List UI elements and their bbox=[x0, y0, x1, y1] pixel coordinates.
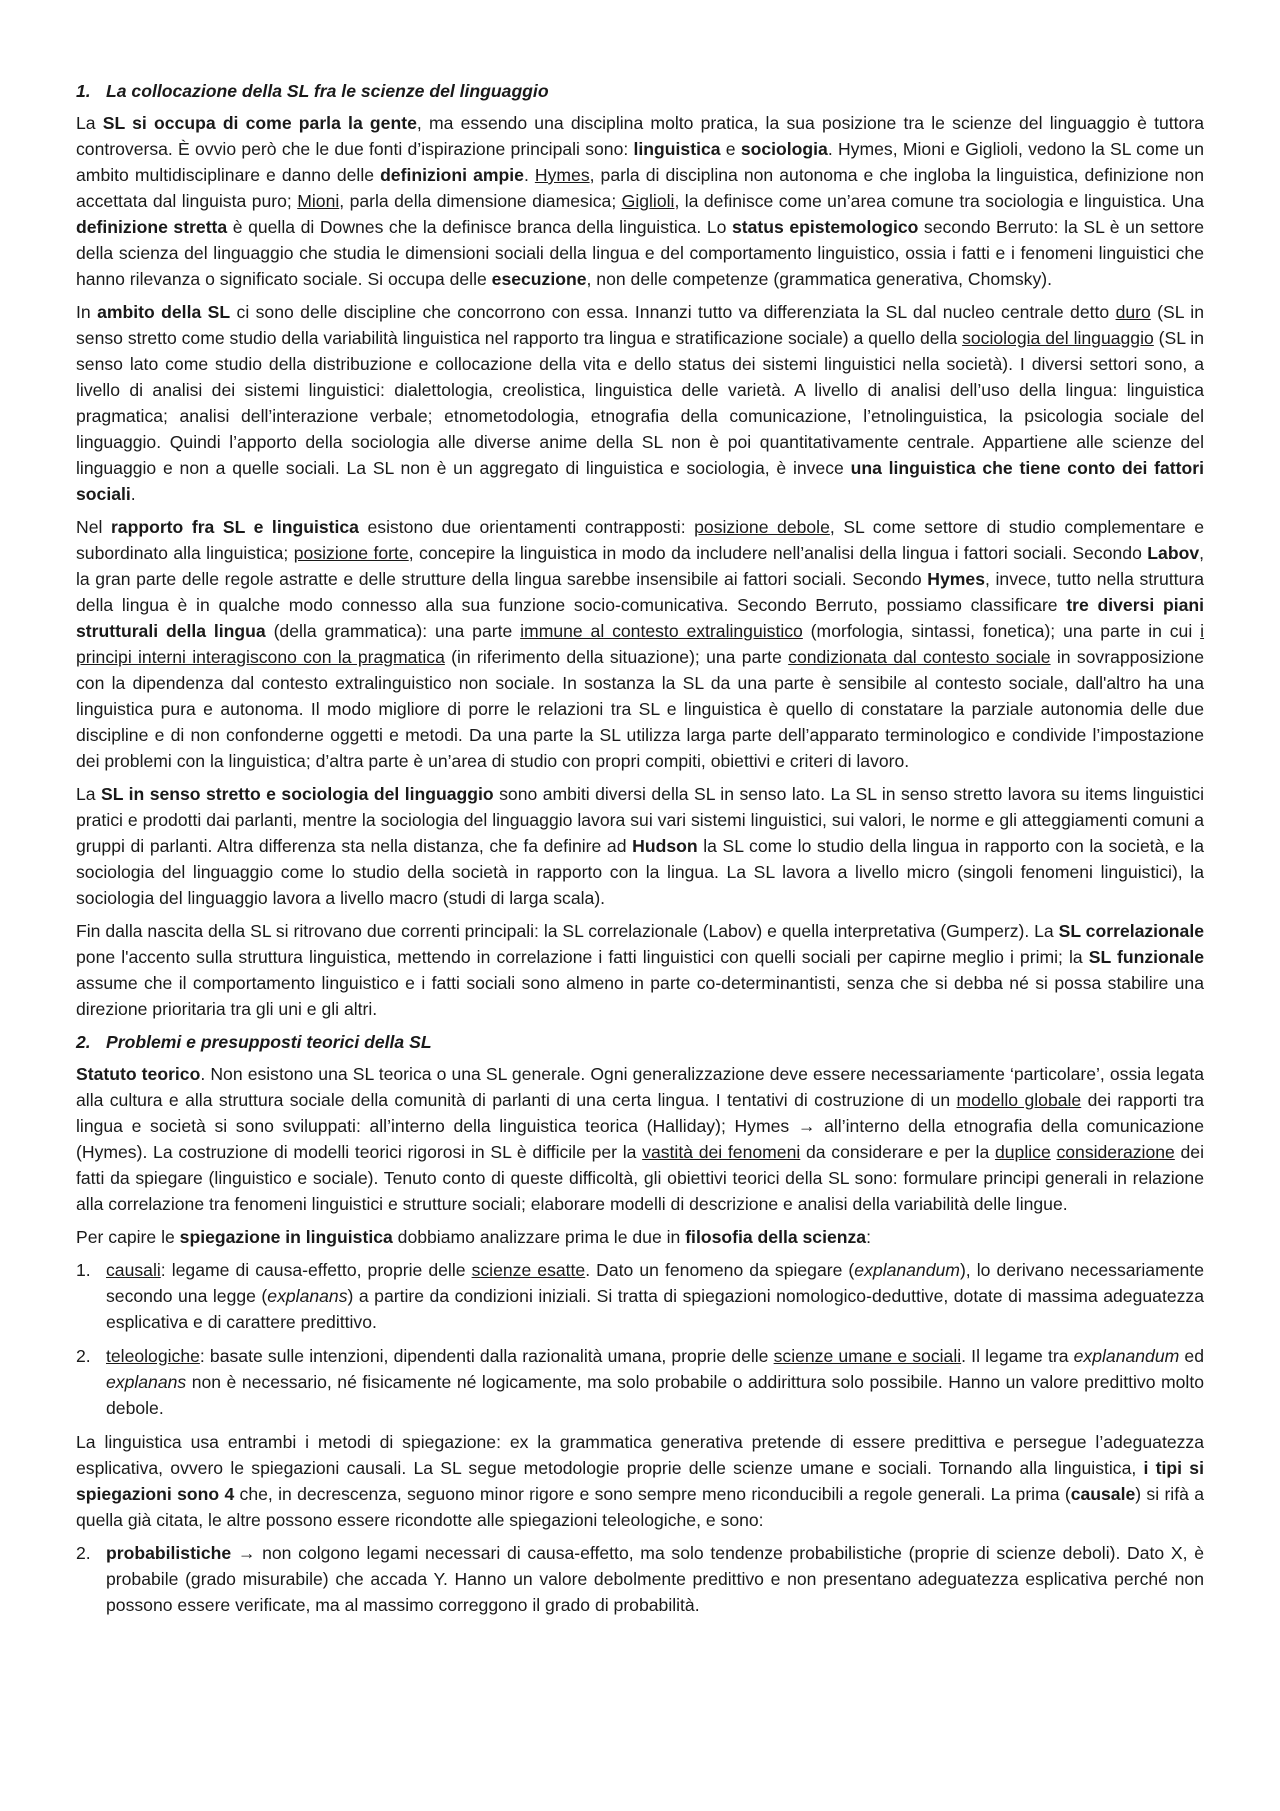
text-run: che, in decrescenza, seguono minor rigore e sono sempre meno riconducibili a regole generali. La prima ( bbox=[234, 1484, 1071, 1504]
text-run: , la gran parte delle regole astratte e delle strutture della lingua sarebbe insensibile ai fattori sociali. Secondo bbox=[76, 543, 1204, 589]
text-run: SL correlazionale bbox=[1058, 921, 1205, 941]
text-run: . Il legame tra bbox=[961, 1346, 1074, 1366]
text-run: da considerare e per la bbox=[800, 1142, 995, 1162]
paragraph bbox=[76, 110, 1204, 292]
text-run: non è necessario, né fisicamente né logicamente, ma solo probabile o addirittura solo possibile. Hanno un valore predittivo molto debole. bbox=[106, 1372, 1204, 1418]
text-run: status epistemologico bbox=[731, 217, 919, 237]
list-item-number: 2. bbox=[76, 1346, 91, 1366]
text-run: duro bbox=[1115, 302, 1151, 322]
text-run: , invece, tutto nella struttura della lingua è in qualche modo connesso alla sua funzione socio-comunicativa. Secondo Berruto, possiamo classificare bbox=[76, 569, 1205, 615]
list-item-text bbox=[106, 1257, 1204, 1335]
text-run: è quella di Downes che la definisce branca della linguistica. Lo bbox=[227, 217, 732, 237]
text-run: i principi interni interagiscono con la pragmatica bbox=[76, 621, 1205, 667]
text-run: , parla di disciplina non autonoma e che ingloba la linguistica, definizione non accettata dal linguista puro; bbox=[76, 165, 1205, 211]
list-item-number: 1. bbox=[76, 1260, 91, 1280]
text-run: explanans bbox=[106, 1372, 187, 1392]
paragraph bbox=[76, 918, 1204, 1022]
text-run: definizioni ampie bbox=[380, 165, 524, 185]
text-run: : bbox=[866, 1227, 871, 1247]
text-run: SL si occupa di come parla la gente bbox=[102, 113, 417, 133]
list-item-text bbox=[106, 1540, 1204, 1618]
text-run: considerazione bbox=[1056, 1142, 1175, 1162]
text-run: Nel bbox=[76, 517, 111, 537]
section-heading bbox=[76, 1029, 1204, 1055]
text-run: spiegazione in linguistica bbox=[179, 1227, 393, 1247]
paragraph bbox=[76, 1061, 1204, 1217]
text-run: : legame di causa-effetto, proprie delle bbox=[160, 1260, 472, 1280]
text-run: . Non esistono una SL teorica o una SL generale. Ogni generalizzazione deve essere necessariamente ‘particolare’, ossia legata alla cultura e alla struttura sociale della comunità di parlanti di una certa lingua. I tentativi di costruzione di un bbox=[76, 1064, 1204, 1110]
text-run: la SL come lo studio della lingua in rapporto con la società, e la sociologia del linguaggio come lo studio della società in rapporto con la lingua. La SL lavora a livello micro (singoli fenomeni linguistici), la sociologia del linguaggio lavora a livello macro (studi di larga scala). bbox=[76, 836, 1204, 908]
text-run: → non colgono legami necessari di causa-effetto, ma solo tendenze probabilistiche (proprie di scienze deboli). Dato X, è probabile (grado misurabile) che accada Y. Hanno un valore debolmente predittivo e non presentano adeguatezza esplicativa perché non possono essere verificate, ma al massimo correggono il grado di probabilità. bbox=[106, 1543, 1204, 1615]
text-run: . bbox=[523, 165, 535, 185]
section-number: 2. bbox=[76, 1032, 91, 1052]
text-run: sociologia del linguaggio bbox=[962, 328, 1154, 348]
text-run: esecuzione bbox=[491, 269, 587, 289]
text-run: esistono due orientamenti contrapposti: bbox=[358, 517, 695, 537]
paragraph bbox=[76, 299, 1204, 507]
text-run: i tipi si spiegazioni sono 4 bbox=[76, 1458, 1204, 1504]
text-run: una linguistica che tiene conto dei fattori sociali bbox=[76, 458, 1204, 504]
section-title: La collocazione della SL fra le scienze del linguaggio bbox=[106, 81, 549, 101]
text-run: Giglioli bbox=[621, 191, 675, 211]
list-item bbox=[76, 1540, 1204, 1618]
numbered-list bbox=[76, 1257, 1204, 1421]
text-run: rapporto fra SL e linguistica bbox=[110, 517, 359, 537]
text-run: ed bbox=[1179, 1346, 1204, 1366]
text-run: La bbox=[76, 113, 103, 133]
text-run: assume che il comportamento linguistico e i fatti sociali sono almeno in parte co-determinantisti, senza che si debba né si possa stabilire una direzione prioritaria tra gli uni e gli altri. bbox=[76, 973, 1204, 1019]
text-run: definizione stretta bbox=[76, 217, 228, 237]
paragraph bbox=[76, 781, 1204, 911]
text-run: ci sono delle discipline che concorrono con essa. Innanzi tutto va differenziata la SL dal nucleo centrale detto bbox=[230, 302, 1116, 322]
text-run: posizione forte bbox=[293, 543, 409, 563]
text-run: filosofia della scienza bbox=[685, 1227, 867, 1247]
text-run: vastità dei fenomeni bbox=[642, 1142, 801, 1162]
text-run: La bbox=[76, 784, 102, 804]
text-run: (morfologia, sintassi, fonetica); una parte in cui bbox=[802, 621, 1201, 641]
text-run: SL in senso stretto e sociologia del linguaggio bbox=[101, 784, 494, 804]
text-run: in sovrapposizione con la dipendenza dal contesto extralinguistico non sociale. In sostanza la SL da una parte è sensibile al contesto sociale, dall'altro ha una linguistica pura e autonoma. Il modo migliore di porre le relazioni tra SL e linguistica è quello di constatare la parziale autonomia delle due discipline e di non confonderne oggetti e metodi. Da una parte la SL utilizza larga parte dell’apparato terminologico e condivide l’impostazione dei problemi con la linguistica; d’altra parte è un’area di studio con propri compiti, obiettivi e criteri di lavoro. bbox=[76, 647, 1204, 771]
text-run: scienze umane e sociali bbox=[773, 1346, 962, 1366]
text-run: Per capire le bbox=[76, 1227, 180, 1247]
list-item-number: 2. bbox=[76, 1543, 91, 1563]
section-title: Problemi e presupposti teorici della SL bbox=[106, 1032, 432, 1052]
text-run: , parla della dimensione diamesica; bbox=[339, 191, 622, 211]
text-run: SL funzionale bbox=[1088, 947, 1204, 967]
text-run: e bbox=[720, 139, 741, 159]
text-run: duplice bbox=[994, 1142, 1051, 1162]
text-run: Statuto teorico bbox=[76, 1064, 201, 1084]
text-run: ) si rifà a quella già citata, le altre possono essere ricondotte alle spiegazioni teleologiche, e sono: bbox=[76, 1484, 1204, 1530]
text-run: explanandum bbox=[1073, 1346, 1180, 1366]
text-run: . bbox=[130, 484, 136, 504]
text-run: (SL in senso stretto come studio della variabilità linguistica nel rapporto tra lingua e stratificazione sociale) a quello della bbox=[76, 302, 1204, 348]
list-item bbox=[76, 1257, 1204, 1335]
text-run: Hymes bbox=[534, 165, 590, 185]
text-run: Hudson bbox=[632, 836, 698, 856]
text-run: dei fatti da spiegare (linguistico e sociale). Tenuto conto di queste difficoltà, gli obiettivi teorici della SL sono: formulare principi generali in relazione alla correlazione tra fenomeni linguistici e strutture sociali; elaborare modelli di descrizione e analisi della variabilità delle lingue. bbox=[76, 1142, 1205, 1214]
text-run: probabilistiche bbox=[106, 1543, 232, 1563]
text-run: ambito della SL bbox=[97, 302, 231, 322]
text-run: La linguistica usa entrambi i metodi di spiegazione: ex la grammatica generativa pretende di essere predittiva e persegue l’adeguatezza esplicativa, ovvero le spiegazioni causali. La SL segue metodologie proprie delle scienze umane e sociali. Tornando alla linguistica, bbox=[76, 1432, 1204, 1478]
text-run: (SL in senso lato come studio della distribuzione e collocazione della vita e dello status dei sistemi linguistici nella società). I diversi settori sono, a livello di analisi dei sistemi linguistici: dialettologia, creolistica, linguistica delle varietà. A livello di analisi dell’uso della lingua: linguistica pragmatica; analisi dell’interazione verbale; etnometodologia, etnografia della comunicazione, l’etnolinguistica, la psicologia sociale del linguaggio. Quindi l’apporto della sociologia alle diverse anime della SL non è poi quantitativamente centrale. Appartiene alle scienze del linguaggio e non a quelle sociali. La SL non è un aggregato di linguistica e sociologia, è invece bbox=[76, 328, 1204, 478]
list-item bbox=[76, 1343, 1204, 1421]
text-run: teleologiche bbox=[106, 1346, 200, 1366]
text-run: Labov bbox=[1147, 543, 1200, 563]
text-run: ), lo derivano necessariamente secondo una legge ( bbox=[106, 1260, 1204, 1306]
text-run: dobbiamo analizzare prima le due in bbox=[392, 1227, 686, 1247]
text-run: pone l'accento sulla struttura linguistica, mettendo in correlazione i fatti linguistici con quelli sociali per capirne meglio i primi; la bbox=[76, 947, 1089, 967]
text-run: . Hymes, Mioni e Giglioli, vedono la SL come un ambito multidisciplinare e danno delle bbox=[76, 139, 1204, 185]
paragraph bbox=[76, 1429, 1204, 1533]
text-run: (della grammatica): una parte bbox=[265, 621, 521, 641]
text-run: dei rapporti tra lingua e società si sono sviluppati: all’interno della linguistica teorica (Halliday); Hymes → all’interno della etnografia della comunicazione (Hymes). La costruzione di modelli teorici rigorosi in SL è difficile per la bbox=[76, 1090, 1204, 1162]
text-run: In bbox=[76, 302, 98, 322]
text-run: ) a partire da condizioni iniziali. Si tratta di spiegazioni nomologico-deduttive, dotate di massima adeguatezza esplicativa e di carattere predittivo. bbox=[106, 1286, 1205, 1332]
text-run: immune al contesto extralinguistico bbox=[520, 621, 803, 641]
section-heading bbox=[76, 78, 1204, 104]
text-run: condizionata dal contesto sociale bbox=[788, 647, 1051, 667]
text-run: explanandum bbox=[854, 1260, 960, 1280]
paragraph bbox=[76, 1224, 1204, 1250]
list-item-text bbox=[106, 1343, 1204, 1421]
text-run: , concepire la linguistica in modo da includere nell’analisi della lingua i fattori sociali. Secondo bbox=[408, 543, 1148, 563]
text-run: Mioni bbox=[297, 191, 340, 211]
text-run: , ma essendo una disciplina molto pratica, la sua posizione tra le scienze del linguaggio è tuttora controversa. È ovvio però che le due fonti d’ispirazione principali sono: bbox=[76, 113, 1204, 159]
text-run: Fin dalla nascita della SL si ritrovano due correnti principali: la SL correlazionale (Labov) e quella interpretativa (Gumperz). La bbox=[76, 921, 1059, 941]
text-run: (in riferimento della situazione); una parte bbox=[444, 647, 789, 667]
text-run: . Dato un fenomeno da spiegare ( bbox=[585, 1260, 855, 1280]
text-run: Hymes bbox=[927, 569, 986, 589]
section-number: 1. bbox=[76, 81, 91, 101]
text-run: : basate sulle intenzioni, dipendenti dalla razionalità umana, proprie delle bbox=[199, 1346, 774, 1366]
paragraph bbox=[76, 514, 1204, 774]
numbered-list bbox=[76, 1540, 1204, 1618]
text-run: sono ambiti diversi della SL in senso lato. La SL in senso stretto lavora su items linguistici pratici e prodotti dai parlanti, mentre la sociologia del linguaggio lavora sui vari sistemi linguistici, sui valori, le norme e gli atteggiamenti comuni a gruppi di parlanti. Altra differenza sta nella distanza, che fa definire ad bbox=[76, 784, 1204, 856]
text-run: sociologia bbox=[740, 139, 828, 159]
text-run: , la definisce come un’area comune tra sociologia e linguistica. Una bbox=[674, 191, 1204, 211]
text-run: modello globale bbox=[956, 1090, 1082, 1110]
text-run: causali bbox=[106, 1260, 161, 1280]
text-run: scienze esatte bbox=[471, 1260, 586, 1280]
text-run: , non delle competenze (grammatica generativa, Chomsky). bbox=[586, 269, 1053, 289]
text-run: posizione debole bbox=[694, 517, 830, 537]
text-run: secondo Berruto: la SL è un settore della scienza del linguaggio che studia le dimensioni sociali della lingua e del comportamento linguistico, ossia i fatti e i fenomeni linguistici che hanno rilevanza o significato sociale. Si occupa delle bbox=[76, 217, 1205, 289]
text-run: , SL come settore di studio complementare e subordinato alla linguistica; bbox=[76, 517, 1204, 563]
text-run: linguistica bbox=[633, 139, 721, 159]
text-run: explanans bbox=[267, 1286, 348, 1306]
text-run: causale bbox=[1070, 1484, 1136, 1504]
text-run: tre diversi piani strutturali della lingua bbox=[76, 595, 1204, 641]
